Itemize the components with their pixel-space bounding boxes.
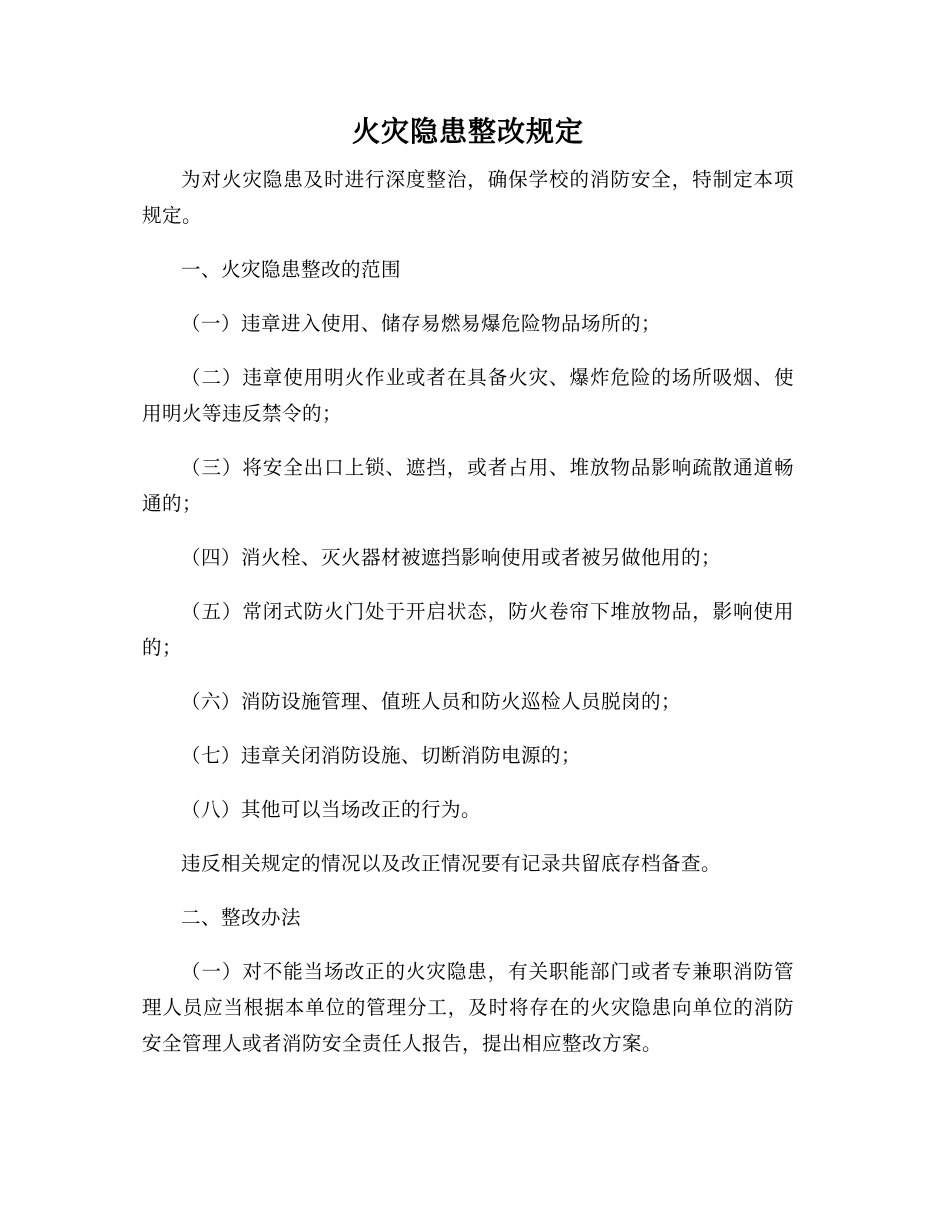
scope-item-5: （五）常闭式防火门处于开启状态，防火卷帘下堆放物品，影响使用的； [142, 600, 794, 659]
intro-paragraph: 为对火灾隐患及时进行深度整治，确保学校的消防安全，特制定本项规定。 [142, 168, 794, 227]
document-title: 火灾隐患整改规定 [351, 115, 584, 148]
document-body [142, 112, 794, 1062]
scope-item-1: （一）违章进入使用、储存易燃易爆危险物品场所的； [181, 312, 662, 335]
method-item-1: （一）对不能当场改正的火灾隐患，有关职能部门或者专兼职消防管理人员应当根据本单位的管理分工，及时将存在的火灾隐患向单位的消防安全管理人或者消防安全责任人报告，提出相应整改方案。 [142, 960, 794, 1055]
record-note-paragraph: 违反相关规定的情况以及改正情况要有记录共留底存档备查。 [181, 852, 722, 875]
scope-item-6: （六）消防设施管理、值班人员和防火巡检人员脱岗的； [181, 690, 682, 713]
scope-item-3: （三）将安全出口上锁、遮挡，或者占用、堆放物品影响疏散通道畅通的； [142, 456, 794, 515]
scope-item-4: （四）消火栓、灭火器材被遮挡影响使用或者被另做他用的； [181, 546, 722, 569]
scope-item-8: （八）其他可以当场改正的行为。 [181, 798, 482, 821]
section-heading-scope: 一、火灾隐患整改的范围 [181, 258, 402, 281]
section-heading-method: 二、整改办法 [181, 906, 302, 929]
scope-item-7: （七）违章关闭消防设施、切断消防电源的； [181, 744, 582, 767]
scope-item-2: （二）违章使用明火作业或者在具备火灾、爆炸危险的场所吸烟、使用明火等违反禁令的； [142, 366, 794, 425]
